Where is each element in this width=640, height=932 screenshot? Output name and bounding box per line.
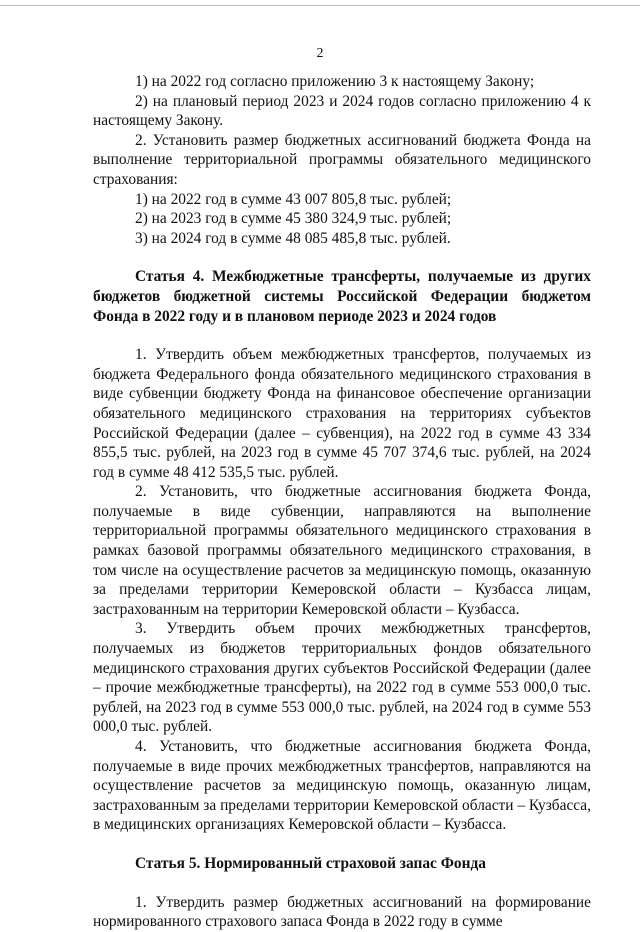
- article-4-paragraph-2: 2. Установить, что бюджетные ассигнования бюджета Фонда, получаемые в виде субвенции, направляются на выполнение территориальной программы обязательного медицинского страхования в рамках базовой программы обязательного медицинского страхования, в том числе на осуществление расчетов за медицинскую помощь, оказанную за пределами территории Кемеровской области – Кузбасса лицам, застрахованным на территории Кемеровской области – Кузбасса.: [93, 483, 591, 618]
- paragraph-amount-2023: 2) на 2023 год в сумме 45 380 324,9 тыс. рублей;: [135, 210, 452, 228]
- paragraph-item-1: 1) на 2022 год согласно приложению 3 к настоящему Закону;: [135, 73, 535, 90]
- page-number: 2: [316, 46, 324, 61]
- document-body: [93, 72, 591, 932]
- article-5-paragraph-1: 1. Утвердить размер бюджетных ассигнований на формирование нормированного страхового запаса Фонда в 2022 году в сумме: [93, 893, 591, 931]
- article-4-paragraph-3: 3. Утвердить объем прочих межбюджетных трансфертов, получаемых из бюджетов территориальных фондов обязательного медицинского страхования других субъектов Российской Федерации (далее – прочие межбюджетные трансферты), на 2022 год в сумме 553 000,0 тыс. рублей, на 2023 год в сумме 553 000,0 тыс. рублей, на 2024 год в сумме 553 000,0 тыс. рублей.: [93, 620, 591, 736]
- article-5-heading: Статья 5. Нормированный страховой запас Фонда: [135, 854, 486, 872]
- page-top-border: [0, 5, 640, 6]
- article-4-heading: Статья 4. Межбюджетные трансферты, получаемые из других бюджетов бюджетной системы Российской Федерации бюджетом Фонда в 2022 году и в плановом периоде 2023 и 2024 годов: [93, 268, 591, 325]
- article-4-paragraph-4: 4. Установить, что бюджетные ассигнования бюджета Фонда, получаемые в виде прочих межбюджетных трансфертов, направляются на осуществление расчетов за медицинскую помощь, оказанную лицам, застрахованным за пределами территории Кемеровской области – Кузбасса, в медицинских организациях Кемеровской области – Кузбасса.: [93, 738, 591, 834]
- paragraph-amount-2024: 3) на 2024 год в сумме 48 085 485,8 тыс. рублей.: [135, 229, 451, 247]
- paragraph-budget-allocations: 2. Установить размер бюджетных ассигнований бюджета Фонда на выполнение территориальной программы обязательного медицинского страхования:: [93, 131, 591, 188]
- paragraph-amount-2022: 1) на 2022 год в сумме 43 007 805,8 тыс. рублей;: [135, 190, 452, 208]
- paragraph-item-2: 2) на плановый период 2023 и 2024 годов согласно приложению 4 к настоящему Закону.: [93, 92, 591, 130]
- article-4-paragraph-1: 1. Утвердить объем межбюджетных трансфертов, получаемых из бюджета Федерального фонда обязательного медицинского страхования в виде субвенции бюджету Фонда на финансовое обеспечение организации обязательного медицинского страхования на территориях субъектов Российской Федерации (далее – субвенция), на 2022 год в сумме 43 334 855,5 тыс. рублей, на 2023 год в сумме 45 707 374,6 тыс. рублей, на 2024 год в сумме 48 412 535,5 тыс. рублей.: [93, 346, 591, 481]
